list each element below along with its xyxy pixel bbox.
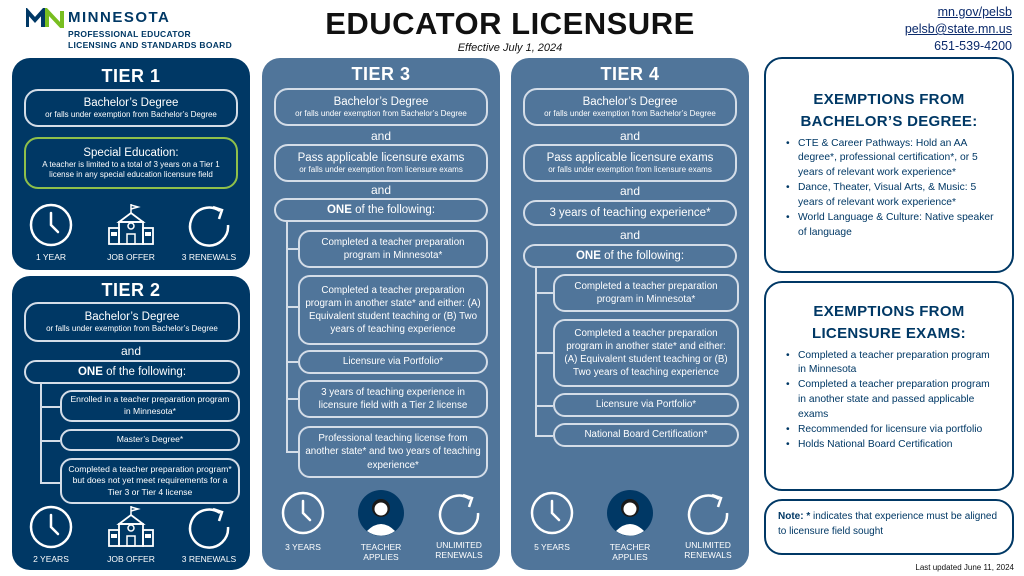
tier2-option: Enrolled in a teacher preparation program in Minnesota* <box>60 390 240 422</box>
renewal-arrow-icon <box>436 490 482 536</box>
tier3-panel <box>262 58 500 570</box>
and-connector: and <box>619 184 641 198</box>
tier1-title: TIER 1 <box>101 66 161 86</box>
last-updated: Last updated June 11, 2024 <box>915 563 1014 572</box>
list-item: • Recommended for licensure via portfolio <box>786 423 998 438</box>
duration-label: 3 YEARS <box>285 542 321 552</box>
renewals-label: 3 RENEWALS <box>181 252 237 262</box>
phone-number: 651-539-4200 <box>934 39 1012 53</box>
renewals-label: 3 RENEWALS <box>181 554 237 564</box>
exemptions-title-line2: LICENSURE EXAMS: <box>812 324 966 342</box>
note-body: indicates that experience must be aligned to licensure field sought <box>778 511 998 537</box>
unlimited-renewals-label <box>673 540 743 560</box>
tier4-option: National Board Certification* <box>553 423 739 447</box>
one-emphasis: ONE <box>575 249 601 262</box>
teacher-applies-label <box>595 542 665 562</box>
renewal-arrow-icon <box>685 490 731 536</box>
logo-subtitle-2: LICENSING AND STANDARDS BOARD <box>68 40 233 50</box>
teacher-applies-label <box>346 542 416 562</box>
contact-info <box>905 4 1012 55</box>
degree-label: Bachelor’s Degree <box>84 310 180 323</box>
clock-icon <box>28 504 74 550</box>
exams-label: Pass applicable licensure exams <box>546 151 714 164</box>
degree-label: Bachelor’s Degree <box>83 96 179 109</box>
special-education-title: Special Education: <box>83 146 179 159</box>
tier3-option: 3 years of teaching experience in licensure field with a Tier 2 license <box>298 380 488 418</box>
teacher-avatar-icon <box>606 489 654 537</box>
duration-label: 1 YEAR <box>35 252 67 262</box>
exemptions-exams-title <box>766 301 1012 345</box>
logo-subtitle: PROFESSIONAL EDUCATOR <box>68 29 191 39</box>
clock-icon <box>28 202 74 248</box>
pelsb-logo <box>26 6 256 50</box>
tier4-title: TIER 4 <box>600 64 660 84</box>
one-emphasis: ONE <box>77 365 103 378</box>
duration-label: 2 YEARS <box>33 554 69 564</box>
degree-exemption-note: or falls under exemption from Bachelor’s Degree <box>45 110 217 120</box>
tier4-panel <box>511 58 749 570</box>
and-connector: and <box>619 129 641 143</box>
tier2-degree-requirement <box>24 302 240 342</box>
and-connector: and <box>370 183 392 197</box>
unlimited-renewals-label <box>424 540 494 560</box>
exemptions-title-line1: EXEMPTIONS FROM <box>813 303 965 320</box>
list-item: • CTE & Career Pathways: Hold an AA degree*, professional certification*, or 5 years of relevant work experience* <box>786 137 998 182</box>
school-building-icon <box>106 504 156 550</box>
minnesota-logo-icon <box>26 8 64 28</box>
teacher-label: TEACHER <box>609 542 651 552</box>
tier4-experience-requirement <box>523 200 737 226</box>
exemptions-exams-box <box>764 281 1014 491</box>
tier1-panel <box>12 58 250 270</box>
website-link[interactable]: mn.gov/pelsb <box>937 5 1012 19</box>
tier1-special-education <box>24 137 238 189</box>
exemptions-exams-list <box>786 349 998 453</box>
exemptions-degree-box <box>764 57 1014 273</box>
tier4-option: Completed a teacher preparation program in another state* and either: (A) Equivalent student teaching or (B) Two years of teaching experience <box>553 319 739 387</box>
of-the-following-text: of the following: <box>102 365 187 378</box>
renewal-arrow-icon <box>186 504 232 550</box>
tier2-title: TIER 2 <box>101 280 161 300</box>
renewals-label: RENEWALS <box>435 550 483 561</box>
applies-label: APPLIES <box>363 552 399 563</box>
tier2-option: Master’s Degree* <box>60 429 240 451</box>
one-of-following-header <box>24 360 240 384</box>
applies-label: APPLIES <box>612 552 648 563</box>
job-offer-label: JOB OFFER <box>107 554 155 564</box>
teacher-avatar-icon <box>357 489 405 537</box>
one-emphasis: ONE <box>326 203 352 216</box>
tier3-option: Professional teaching license from another state* and two years of teaching experience* <box>298 426 488 478</box>
degree-label: Bachelor’s Degree <box>333 95 429 108</box>
tier3-degree-requirement <box>274 88 488 126</box>
and-connector: and <box>120 344 142 358</box>
school-building-icon <box>106 202 156 248</box>
degree-label: Bachelor’s Degree <box>582 95 678 108</box>
degree-exemption-note: or falls under exemption from Bachelor’s Degree <box>295 109 467 119</box>
job-offer-label: JOB OFFER <box>107 252 155 262</box>
list-item: • Completed a teacher preparation program in another state and passed applicable exams <box>786 378 998 423</box>
duration-label: 5 YEARS <box>534 542 570 552</box>
exemptions-title-line1: EXEMPTIONS FROM <box>813 91 965 108</box>
degree-exemption-note: or falls under exemption from Bachelor’s Degree <box>46 324 218 334</box>
list-item: • Holds National Board Certification <box>786 438 998 453</box>
exams-exemption-note: or falls under exemption from licensure exams <box>548 165 712 175</box>
list-item: • World Language & Culture: Native speaker of language <box>786 211 998 241</box>
page-title: EDUCATOR LICENSURE <box>325 6 695 41</box>
note-box <box>764 499 1014 555</box>
tier4-exams-requirement <box>523 144 737 182</box>
note-text <box>778 510 1000 539</box>
tier4-option: Licensure via Portfolio* <box>553 393 739 417</box>
and-connector: and <box>370 129 392 143</box>
exams-label: Pass applicable licensure exams <box>297 151 465 164</box>
tier4-degree-requirement <box>523 88 737 126</box>
effective-date: Effective July 1, 2024 <box>457 42 563 54</box>
exemptions-degree-title <box>766 89 1012 133</box>
of-the-following-text: of the following: <box>351 203 436 216</box>
teacher-label: TEACHER <box>360 542 402 552</box>
tier3-exams-requirement <box>274 144 488 182</box>
tier3-title: TIER 3 <box>351 64 411 84</box>
tier3-option: Completed a teacher preparation program in Minnesota* <box>298 230 488 268</box>
clock-icon <box>529 490 575 536</box>
note-label: Note: * <box>778 511 811 522</box>
tier2-panel <box>12 276 250 570</box>
degree-exemption-note: or falls under exemption from Bachelor’s Degree <box>544 109 716 119</box>
one-of-following-header <box>274 198 488 222</box>
one-of-following-header <box>523 244 737 268</box>
experience-label: 3 years of teaching experience* <box>549 206 711 219</box>
email-link[interactable]: pelsb@state.mn.us <box>904 22 1012 36</box>
tier4-option: Completed a teacher preparation program in Minnesota* <box>553 274 739 312</box>
unlimited-label: UNLIMITED <box>436 540 482 550</box>
tier2-option: Completed a teacher preparation program* but does not yet meet requirements for a Tier 3 or Tier 4 license <box>60 458 240 504</box>
and-connector: and <box>619 228 641 242</box>
renewal-arrow-icon <box>186 202 232 248</box>
clock-icon <box>280 490 326 536</box>
special-education-text: A teacher is limited to a total of 3 years on a Tier 1 license in any special education licensure field <box>42 160 220 180</box>
renewals-label: RENEWALS <box>684 550 732 561</box>
list-item: • Completed a teacher preparation program in Minnesota <box>786 349 998 379</box>
tier1-degree-requirement <box>24 89 238 127</box>
of-the-following-text: of the following: <box>600 249 685 262</box>
list-item: • Dance, Theater, Visual Arts, & Music: 5 years of relevant work experience* <box>786 181 998 211</box>
logo-state-name: MINNESOTA <box>68 9 171 26</box>
tier3-option: Completed a teacher preparation program in another state* and either: (A) Equivalent student teaching or (B) Two years of teaching experience <box>298 275 488 345</box>
unlimited-label: UNLIMITED <box>685 540 731 550</box>
tier3-option: Licensure via Portfolio* <box>298 350 488 374</box>
exams-exemption-note: or falls under exemption from licensure exams <box>299 165 463 175</box>
exemptions-title-line2: BACHELOR’S DEGREE: <box>800 112 978 130</box>
exemptions-degree-list <box>786 137 998 241</box>
